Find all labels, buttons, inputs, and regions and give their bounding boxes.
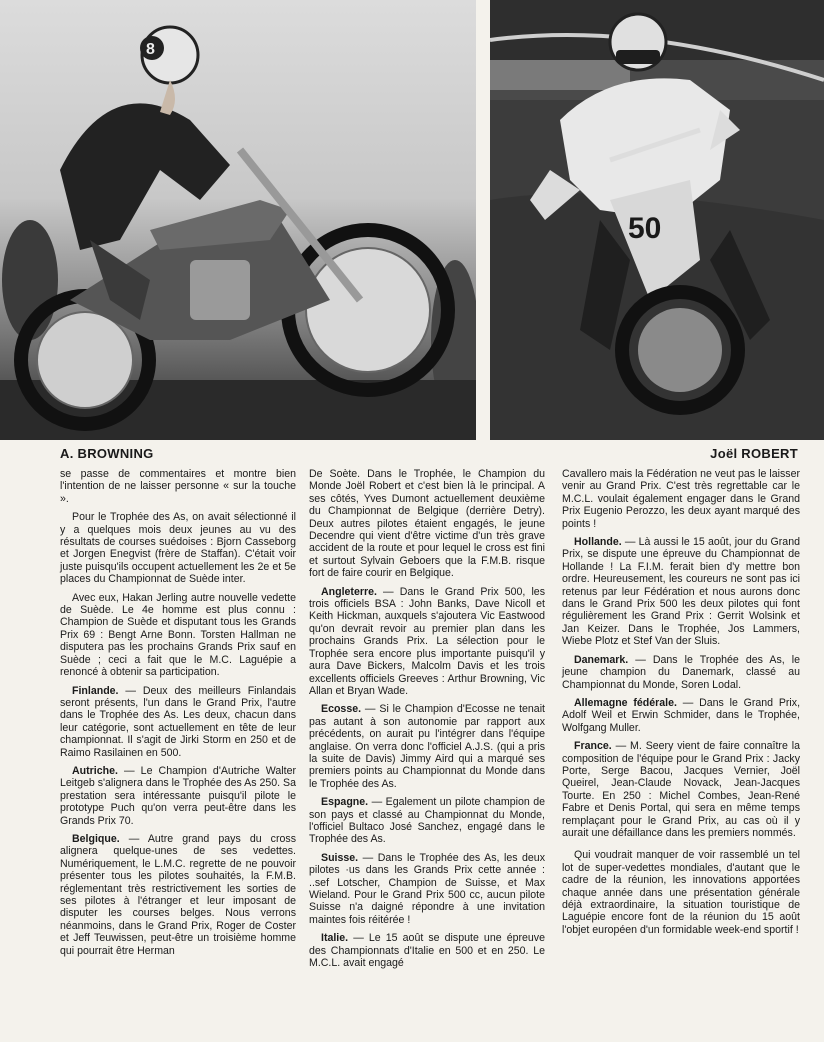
heading-espagne: Espagne. xyxy=(321,796,369,809)
col2-paragraph-ecosse xyxy=(309,703,545,790)
col1-paragraph-3: Avec eux, Hakan Jerling autre nouvelle vedette de Suède. Le 4e homme est plus connu : Champion de Suède et disputant tous les Grands Prix 69 : Bengt Arne Bonn. Torsten Hallman ne disputera pas les prochains Grands Prix sauf en Suède ; ceci a fait que le M.C. Laguépie a renoncé à obtenir sa participation. xyxy=(60,591,296,679)
col2-paragraph-italie xyxy=(309,932,545,969)
text-italie: — Le 15 août se dispute une épreuve des Championnats d'Italie en 500 et en 250. Le M.C.L. avait engagé xyxy=(309,932,545,970)
col2-paragraph-1: De Soète. Dans le Trophée, le Champion du Monde Joël Robert et c'est bien là le principal. A ses côtés, Yves Dumont actuellement deuxième du Championnat de Belgique (derrière Detry). Deux autres pilotes étaient engagés, le jeune Decendre qui vient d'être victime d'un très grave accident de la route et pour lequel le cross est fini et surtout Sylvain Geboers que la F.M.B. risque fort de faire courir en Belgique. xyxy=(309,468,545,580)
photo-browning-illustration xyxy=(0,0,476,440)
article-column-3 xyxy=(562,468,800,942)
heading-italie: Italie. xyxy=(321,932,349,945)
rider-number-right: 50 xyxy=(628,212,662,245)
text-allemagne: — Dans le Grand Prix, Adolf Weil et Erwin Schmider, dans le Trophée, Wolfgang Muller. xyxy=(562,696,801,734)
text-belgique: — Autre grand pays du cross alignera quelque-unes de ses vedettes. Numériquement, le L.M.C. regrette de ne pouvoir présenter tous les pilotes souhaités, la F.M.B. réglementant très restrictivement les sorties de ses pilotes à l'étranger et leur imposant de disputer les courses belges. Nous verrons néanmoins, dans le Grand Prix, Roger de Coster et Jeff Teuwissen, peut-être un troisième homme qui pourrait être Herman xyxy=(60,832,296,957)
col1-paragraph-autriche xyxy=(60,765,296,827)
heading-danemark: Danemark. xyxy=(574,653,629,666)
text-angleterre: — Dans le Grand Prix 500, les trois officiels BSA : John Banks, Dave Nicoll et Keith Hickman, auxquels s'ajoutera Vic Eastwood qu'on devrait revoir au premier plan dans les prochains Grands Prix. La sélection pour le Trophée sera encore plus importante puisqu'il y aura Dave Bickers, Malcolm Davis et les trois excellents officiels Greeves : Arthur Browning, Vic Allan et Bryan Wade. xyxy=(309,585,545,697)
col3-paragraph-conclusion: Qui voudrait manquer de voir rassemblé un tel lot de super-vedettes mondiales, d'autant que le cadre de la réunion, les innovations apportées chaque année dans une présentation générale déjà extraordinaire, la situation touristique de Laguépie encore font de la réunion du 15 août l'objet européen d'un formidable week-end sportif ! xyxy=(562,849,800,936)
text-espagne: — Egalement un pilote champion de son pays et classé au Championnat du Monde, l'officiel Bultaco José Sanchez, engagé dans le Trophée des As. xyxy=(309,796,545,846)
col1-paragraph-2: Pour le Trophée des As, on avait sélectionné il y a quelques mois deux jeunes au vu des résultats de courses suédoises : Bjorn Casseborg et Jorgen Enegvist (frère de Staffan). C'était voir juste puisqu'ils occupent actuellement les 2e et 5e places du Championnat de Suède inter. xyxy=(60,511,296,586)
heading-hollande: Hollande. xyxy=(574,536,622,549)
col3-paragraph-france xyxy=(562,740,800,839)
heading-suisse: Suisse. xyxy=(321,851,359,864)
heading-angleterre: Angleterre. xyxy=(321,585,377,598)
caption-robert: Joël ROBERT xyxy=(710,446,798,461)
col3-paragraph-1: Cavallero mais la Fédération ne veut pas le laisser venir au Grand Prix. C'est très regrettable car le M.C.L. voulait également engager dans le Grand Prix Eugenio Perozzo, les deux ayant marqué des points ! xyxy=(562,468,800,530)
heading-autriche: Autriche. xyxy=(72,764,118,777)
heading-belgique: Belgique. xyxy=(72,832,120,845)
col3-paragraph-hollande xyxy=(562,536,800,648)
text-hollande: — Là aussi le 15 août, jour du Grand Prix, se dispute une épreuve du Championnat de Hollande ! La F.I.M. ferait bien d'y mettre bon ordre. Heureusement, les coureurs ne sont pas ici retenus par leur Fédération et nous aurons donc dans le Grand Prix 500 les deux pilotes qui font régulièrement les Grand Prix : Gerrit Wolsink et Jan Keizer. Dans le Trophée, Jos Lammers, Wiebe Plotz et Stef Van der Sluis. xyxy=(562,536,800,648)
heading-france: France. xyxy=(574,740,612,753)
text-danemark: — Dans le Trophée des As, le jeune champion du Danemark, classé au Championnat du Monde, Soren Lodal. xyxy=(562,653,800,691)
text-france: — M. Seery vient de faire connaître la composition de l'équipe pour le Grand Prix : Jacky Porte, Serge Bacou, Jacques Vernier, Joël Queirel, Jean-Claude Novack, Jean-Jacques Tourte. En 250 : Michel Combes, Jean-René Fabre et Denis Portal, qui sera en même temps remplaçant pour le Grand Prix, au cas où il y aurait une défaillance dans les premiers nommés. xyxy=(562,740,800,839)
rider-number-left: 8 xyxy=(146,41,155,58)
article-column-2 xyxy=(309,468,545,975)
col2-paragraph-espagne xyxy=(309,796,545,846)
col1-paragraph-finlande xyxy=(60,685,296,759)
col3-paragraph-allemagne xyxy=(562,697,800,734)
heading-allemagne: Allemagne fédérale. xyxy=(574,696,677,709)
col1-paragraph-belgique xyxy=(60,833,296,957)
article-column-1 xyxy=(60,468,296,963)
col2-paragraph-angleterre xyxy=(309,586,545,698)
text-autriche: — Le Champion d'Autriche Walter Leitgeb s'alignera dans le Trophée des As 250. Sa prestation sera intéressante puisqu'il pilote le prototype Puch qu'on verra peut-être dans les Grands Prix 70. xyxy=(60,764,296,827)
text-ecosse: — Si le Champion d'Ecosse ne tenait pas autant à son autonomie par rapport aux précédents, on aurait pu l'intégrer dans l'équipe anglaise. On verra donc l'officiel A.J.S. (qui a pris la suite de Davis) Jimmy Aird qui a marqué ses premiers points au Championnat du Monde dans le Trophée des As. xyxy=(309,703,545,790)
photo-robert xyxy=(490,0,824,440)
heading-ecosse: Ecosse. xyxy=(321,703,362,716)
col2-paragraph-suisse xyxy=(309,852,545,926)
photo-robert-illustration xyxy=(490,0,824,440)
text-suisse: — Dans le Trophée des As, les deux pilotes ·us dans les Grands Prix cette année : ..sef Lotscher, Champion de Suisse, et Max Wieland. Pour le Grand Prix 500 cc, aucun pilote Suisse n'a daigné répondre à une invitation maintes fois réitérée ! xyxy=(309,851,545,926)
heading-finlande: Finlande. xyxy=(72,684,119,697)
photo-browning xyxy=(0,0,476,440)
col1-paragraph-1: se passe de commentaires et montre bien l'intention de ne laisser personne « sur la touche ». xyxy=(60,468,296,505)
text-finlande: — Deux des meilleurs Finlandais seront présents, l'un dans le Grand Prix, l'autre dans le Trophée des As. Les deux, chacun dans leur catégorie, sont actuellement en tête de leur championnat. Il s'agit de Jirki Storm en 250 et de Raimo Rasilainen en 500. xyxy=(60,684,296,759)
col3-paragraph-danemark xyxy=(562,654,800,691)
caption-browning: A. BROWNING xyxy=(60,446,154,461)
